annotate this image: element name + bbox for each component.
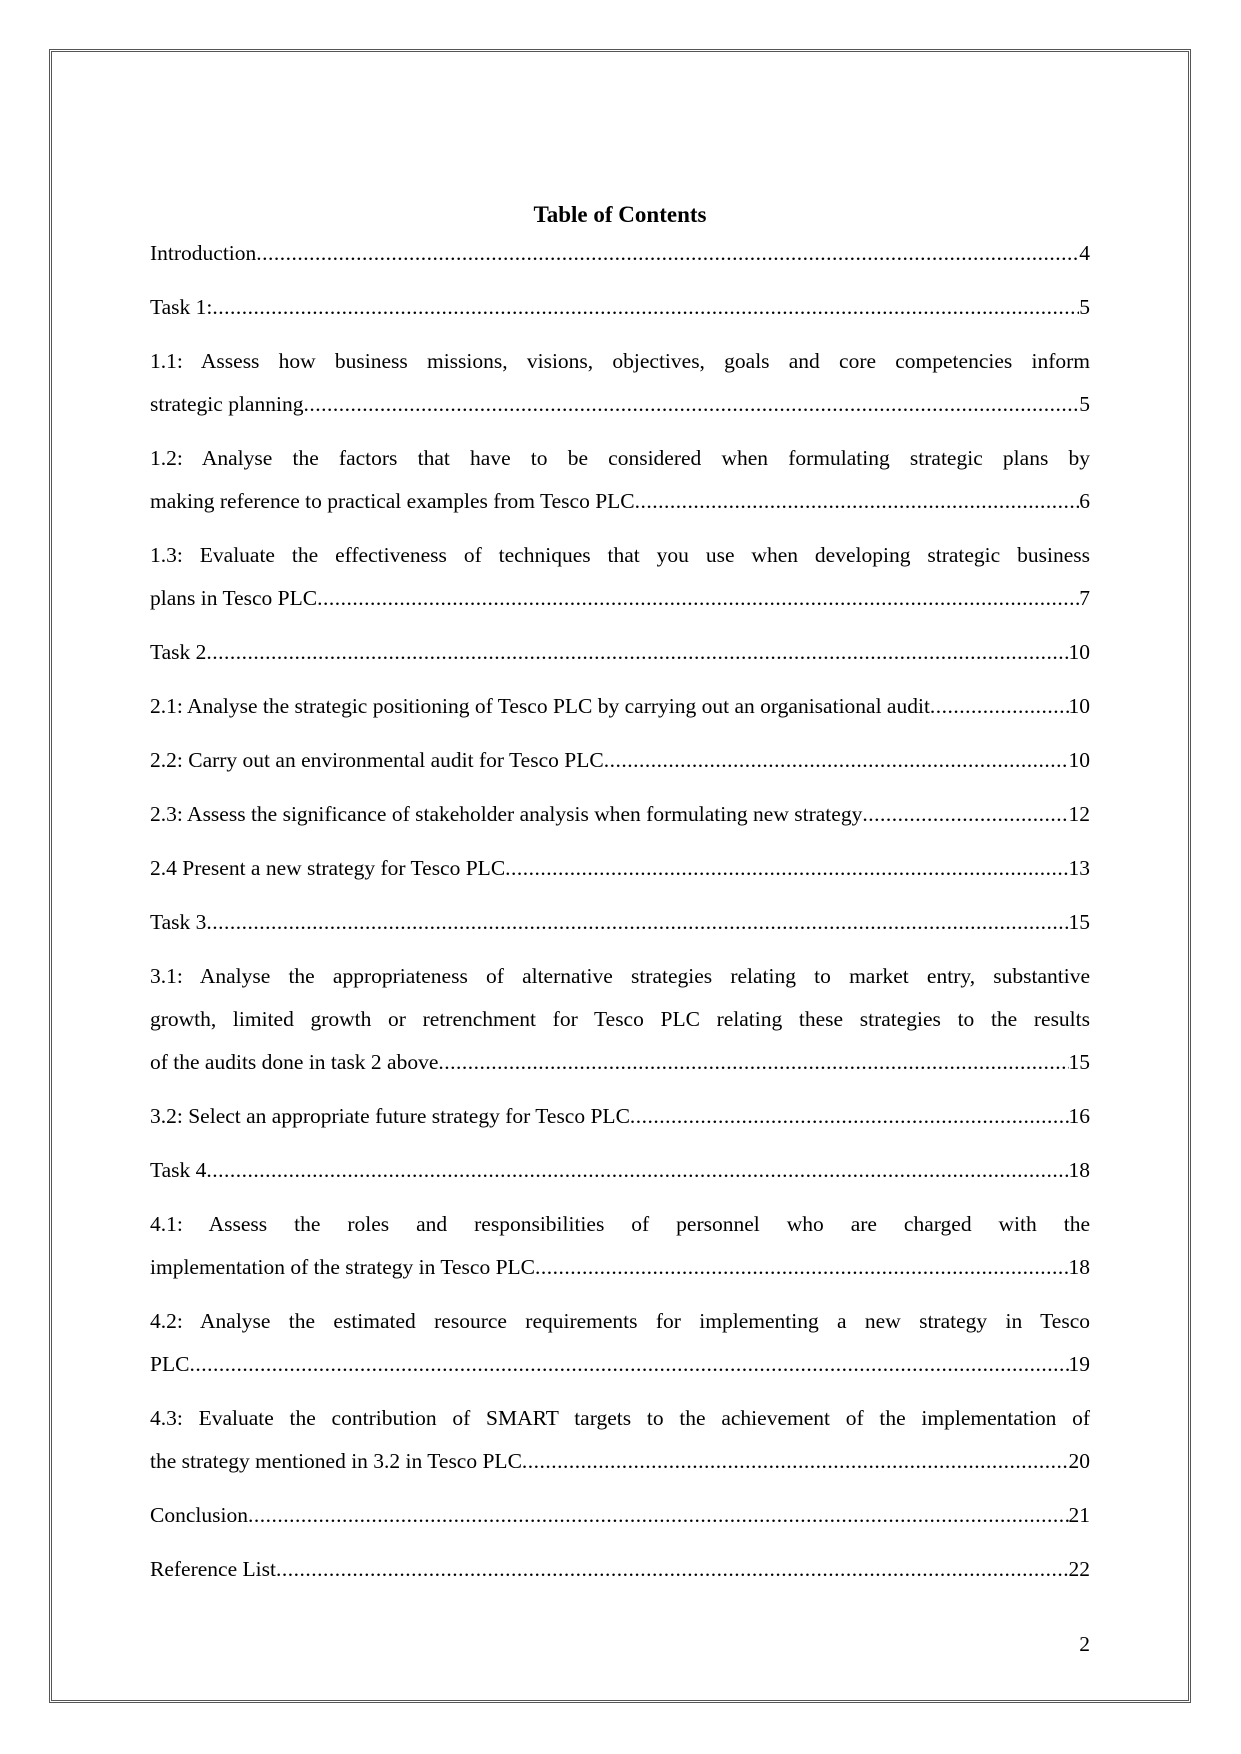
toc-entry-page-number: 10: [1068, 694, 1090, 718]
toc-title: Table of Contents: [533, 202, 707, 227]
dot-leader: [505, 847, 1068, 890]
dot-leader: [862, 793, 1068, 836]
toc-entry[interactable]: [150, 793, 1090, 836]
toc-entry-label: 2.1: Analyse the strategic positioning of Tesco PLC by carrying out an organisational audit: [150, 694, 930, 718]
toc-entry-text-line: 1.1: Assess how business missions, visions, objectives, goals and core competencies inform: [150, 349, 1090, 373]
toc-entry-page-number: 20: [1068, 1449, 1090, 1473]
toc-entry[interactable]: [150, 1397, 1090, 1483]
toc-entry-leader-line: [150, 793, 1090, 836]
toc-entry-leader-line: [150, 631, 1090, 674]
toc-entry-page-number: 10: [1068, 748, 1090, 772]
toc-entry-page-number: 7: [1079, 586, 1090, 610]
toc-entry-label: plans in Tesco PLC: [150, 586, 318, 610]
toc-entry-label: 2.3: Assess the significance of stakeholder analysis when formulating new strategy: [150, 802, 863, 826]
dot-leader: [206, 1149, 1068, 1192]
dot-leader: [522, 1440, 1069, 1483]
toc-entry[interactable]: [150, 1149, 1090, 1192]
toc-entry-page-number: 5: [1079, 392, 1090, 416]
toc-entry-leader-line: [150, 847, 1090, 890]
dot-leader: [535, 1246, 1068, 1289]
toc-entry-label: making reference to practical examples from Tesco PLC: [150, 489, 635, 513]
toc-entry-text-line: 1.3: Evaluate the effectiveness of techniques that you use when developing strategic business: [150, 543, 1090, 567]
toc-entry-label: implementation of the strategy in Tesco PLC: [150, 1255, 536, 1279]
toc-entry-page-number: 12: [1068, 802, 1090, 826]
toc-entry-page-number: 5: [1079, 295, 1090, 319]
toc-entry-label: 2.2: Carry out an environmental audit for Tesco PLC: [150, 748, 604, 772]
toc-entry[interactable]: [150, 232, 1090, 275]
toc-entry[interactable]: [150, 685, 1090, 728]
toc-entry[interactable]: [150, 955, 1090, 1084]
toc-entry-text-line: 4.3: Evaluate the contribution of SMART targets to the achievement of the implementation of: [150, 1406, 1090, 1430]
toc-entry-leader-line: [150, 1440, 1090, 1483]
toc-entry-label: Task 4: [150, 1158, 207, 1182]
toc-entry-leader-line: [150, 1548, 1090, 1591]
dot-leader: [317, 577, 1079, 620]
toc-entry-page-number: 21: [1068, 1503, 1090, 1527]
toc-entry-page-number: 6: [1079, 489, 1090, 513]
toc-entry-leader-line: [150, 232, 1090, 275]
dot-leader: [930, 685, 1069, 728]
dot-leader: [189, 1343, 1068, 1386]
toc-entry[interactable]: [150, 847, 1090, 890]
toc-entry-leader-line: [150, 901, 1090, 944]
toc-entry-leader-line: [150, 286, 1090, 329]
toc-entry-text-line: 4.1: Assess the roles and responsibilities of personnel who are charged with the: [150, 1212, 1090, 1236]
toc-entry-label: Task 1:: [150, 295, 213, 319]
toc-entry-page-number: 18: [1068, 1255, 1090, 1279]
dot-leader: [206, 901, 1068, 944]
toc-entry-page-number: 15: [1068, 910, 1090, 934]
toc-entry-leader-line: [150, 1494, 1090, 1537]
toc-entry-label: 3.2: Select an appropriate future strategy for Tesco PLC: [150, 1104, 630, 1128]
toc-entry-page-number: 16: [1068, 1104, 1090, 1128]
toc-entry-text-line: 4.2: Analyse the estimated resource requirements for implementing a new strategy in Tesco: [150, 1309, 1090, 1333]
toc-entry-label: Introduction: [150, 241, 257, 265]
page-number: 2: [1079, 1632, 1090, 1656]
toc-entry[interactable]: [150, 901, 1090, 944]
toc-entry[interactable]: [150, 1494, 1090, 1537]
dot-leader: [256, 232, 1079, 275]
toc-entry-label: Conclusion: [150, 1503, 248, 1527]
toc-entry-text-line: 3.1: Analyse the appropriateness of alternative strategies relating to market entry, substantive: [150, 964, 1090, 988]
table-of-contents: [150, 232, 1090, 1602]
toc-entry[interactable]: [150, 1095, 1090, 1138]
toc-entry[interactable]: [150, 1300, 1090, 1386]
toc-entry[interactable]: [150, 286, 1090, 329]
toc-entry-label: Task 2: [150, 640, 207, 664]
toc-entry-leader-line: [150, 1095, 1090, 1138]
dot-leader: [212, 286, 1079, 329]
toc-entry-label: of the audits done in task 2 above: [150, 1050, 439, 1074]
toc-entry-leader-line: [150, 1246, 1090, 1289]
toc-entry-label: 2.4 Present a new strategy for Tesco PLC: [150, 856, 506, 880]
toc-entry-page-number: 10: [1068, 640, 1090, 664]
toc-entry-page-number: 4: [1079, 241, 1090, 265]
toc-entry-leader-line: [150, 577, 1090, 620]
toc-entry-label: Reference List: [150, 1557, 276, 1581]
dot-leader: [276, 1548, 1069, 1591]
toc-entry-leader-line: [150, 1149, 1090, 1192]
toc-entry[interactable]: [150, 534, 1090, 620]
toc-entry-label: PLC: [150, 1352, 190, 1376]
toc-entry-page-number: 19: [1068, 1352, 1090, 1376]
toc-entry[interactable]: [150, 631, 1090, 674]
toc-entry-page-number: 22: [1068, 1557, 1090, 1581]
toc-entry[interactable]: [150, 1203, 1090, 1289]
toc-entry-leader-line: [150, 480, 1090, 523]
toc-entry-label: the strategy mentioned in 3.2 in Tesco PLC: [150, 1449, 522, 1473]
toc-entry-text-line: growth, limited growth or retrenchment for Tesco PLC relating these strategies to the results: [150, 1007, 1090, 1031]
dot-leader: [604, 739, 1069, 782]
toc-entry-page-number: 15: [1068, 1050, 1090, 1074]
toc-entry[interactable]: [150, 739, 1090, 782]
toc-entry-leader-line: [150, 1041, 1090, 1084]
toc-entry[interactable]: [150, 340, 1090, 426]
toc-entry-page-number: 18: [1068, 1158, 1090, 1182]
dot-leader: [630, 1095, 1069, 1138]
toc-entry[interactable]: [150, 437, 1090, 523]
toc-entry-text-line: 1.2: Analyse the factors that have to be considered when formulating strategic plans by: [150, 446, 1090, 470]
toc-entry-label: Task 3: [150, 910, 207, 934]
toc-entry-leader-line: [150, 685, 1090, 728]
dot-leader: [635, 480, 1080, 523]
toc-entry-leader-line: [150, 1343, 1090, 1386]
dot-leader: [248, 1494, 1069, 1537]
toc-entry[interactable]: [150, 1548, 1090, 1591]
dot-leader: [438, 1041, 1068, 1084]
toc-entry-leader-line: [150, 383, 1090, 426]
toc-entry-leader-line: [150, 739, 1090, 782]
dot-leader: [303, 383, 1079, 426]
toc-entry-page-number: 13: [1068, 856, 1090, 880]
dot-leader: [206, 631, 1068, 674]
toc-entry-label: strategic planning: [150, 392, 304, 416]
